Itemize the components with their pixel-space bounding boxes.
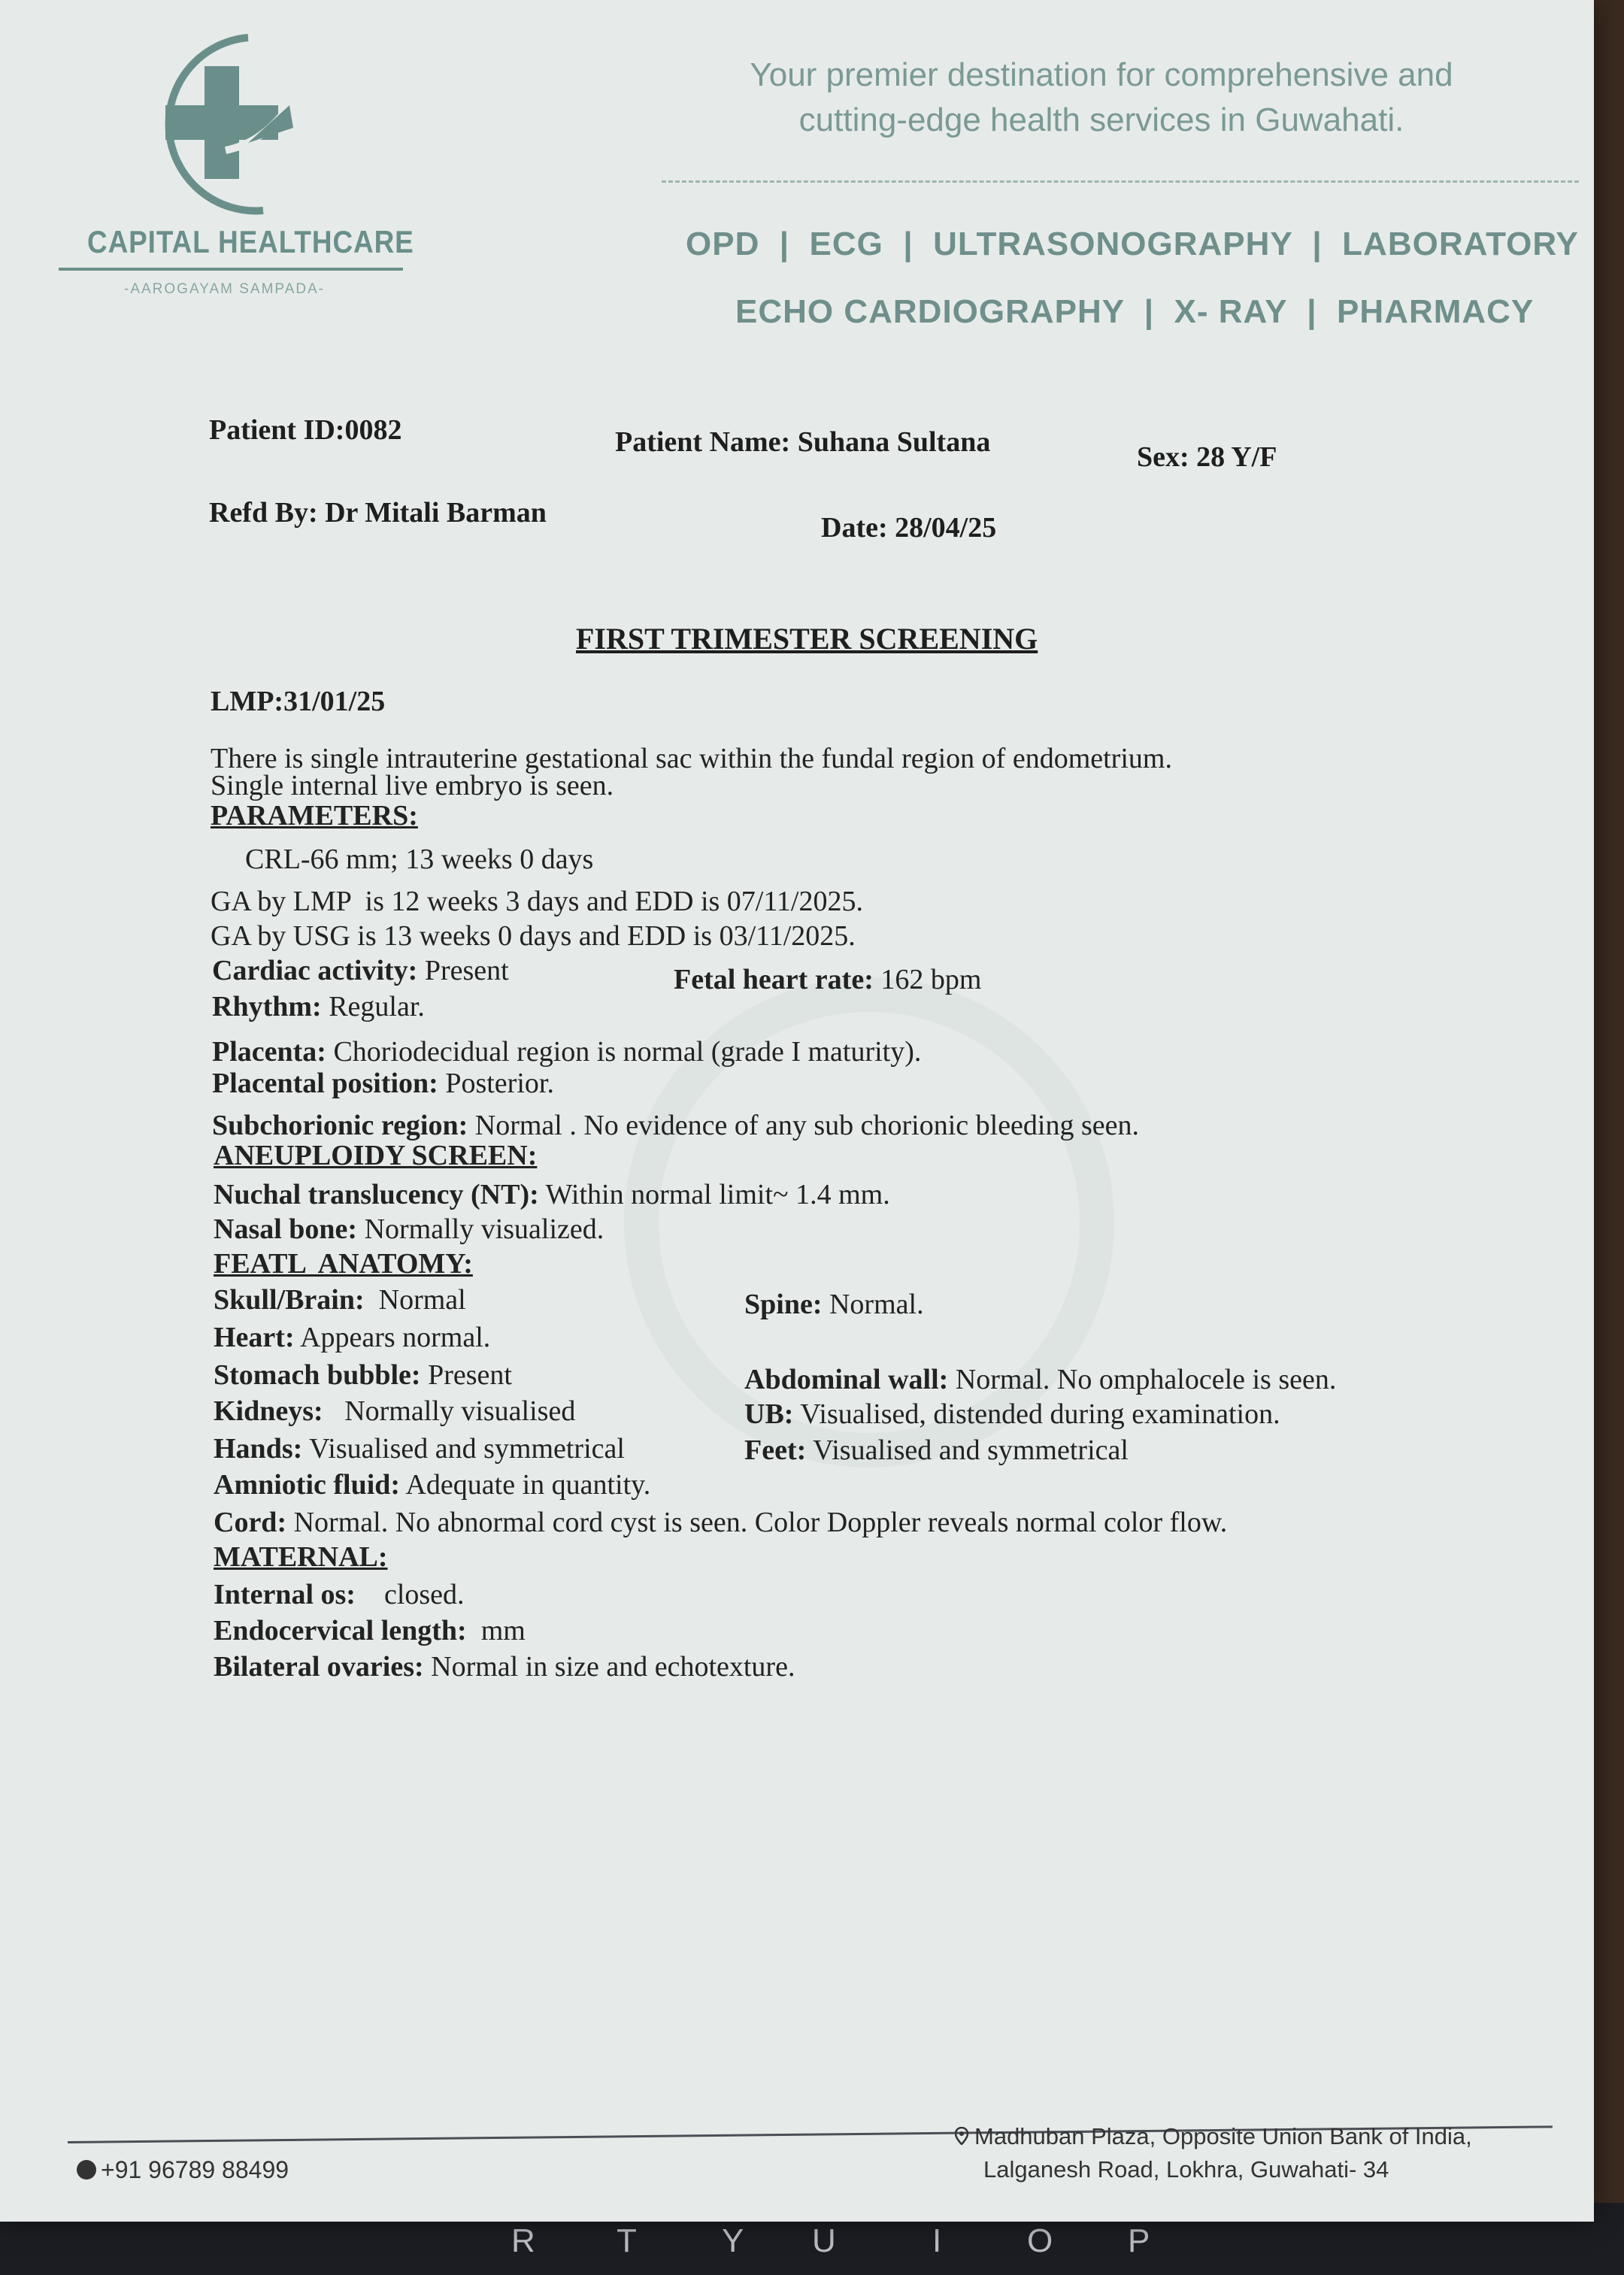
urinary-bladder: UB: Visualised, distended during examination.	[744, 1398, 1280, 1430]
address-line-2: Lalganesh Road, Lokhra, Guwahati- 34	[983, 2156, 1389, 2183]
tagline	[662, 53, 1541, 143]
bilateral-ovaries: Bilateral ovaries: Normal in size and echotexture.	[214, 1651, 795, 1683]
report-date: Date: 28/04/25	[821, 512, 997, 544]
key-p: P	[1128, 2222, 1150, 2259]
maternal-heading: MATERNAL:	[214, 1541, 388, 1573]
hands: Hands: Visualised and symmetrical	[214, 1433, 625, 1465]
fetal-anatomy-heading: FEATL ANATOMY:	[214, 1248, 473, 1280]
key-u: U	[812, 2222, 836, 2259]
aneuploidy-heading: ANEUPLOIDY SCREEN:	[214, 1140, 538, 1171]
footer-phone	[77, 2156, 289, 2184]
address-line-1: Madhuban Plaza, Opposite Union Bank of India,	[974, 2123, 1472, 2149]
intro-line-1: There is single intrauterine gestational sac within the fundal region of endometrium.	[211, 743, 1172, 774]
ga-by-usg: GA by USG is 13 weeks 0 days and EDD is 03/11/2025.	[211, 920, 856, 952]
stomach-bubble: Stomach bubble: Present	[214, 1359, 512, 1391]
spine: Spine: Normal.	[744, 1289, 924, 1320]
crl: CRL-66 mm; 13 weeks 0 days	[245, 844, 594, 875]
nuchal-translucency: Nuchal translucency (NT): Within normal limit~ 1.4 mm.	[214, 1179, 890, 1210]
referred-by: Refd By: Dr Mitali Barman	[209, 497, 547, 529]
healthcare-cross-logo-icon	[135, 30, 308, 218]
services-line-2: ECHO CARDIOGRAPHY | X- RAY | PHARMACY	[735, 293, 1535, 330]
brand-underline	[59, 268, 403, 271]
subchorionic-region: Subchorionic region: Normal . No evidence of any sub chorionic bleeding seen.	[212, 1110, 1140, 1141]
kidneys: Kidneys: Normally visualised	[214, 1395, 576, 1427]
services-line-1: OPD | ECG | ULTRASONOGRAPHY | LABORATORY	[686, 226, 1579, 262]
footer-address	[955, 2120, 1472, 2186]
fetal-heart-rate: Fetal heart rate: 162 bpm	[674, 964, 982, 995]
patient-sex: Sex: 28 Y/F	[1137, 441, 1277, 473]
key-t: T	[617, 2222, 637, 2259]
brand-subtitle: -AAROGAYAM SAMPADA-	[124, 281, 326, 297]
patient-name: Patient Name: Suhana Sultana	[615, 426, 991, 458]
patient-id: Patient ID:0082	[209, 414, 402, 446]
cord: Cord: Normal. No abnormal cord cyst is seen. Color Doppler reveals normal color flow.	[214, 1507, 1228, 1538]
tagline-line-2: cutting-edge health services in Guwahati.	[798, 101, 1404, 138]
heart: Heart: Appears normal.	[214, 1322, 491, 1353]
tagline-line-1: Your premier destination for comprehensive and	[750, 56, 1453, 93]
ga-by-lmp: GA by LMP is 12 weeks 3 days and EDD is 07/11/2025.	[211, 886, 863, 917]
endocervical-length: Endocervical length: mm	[214, 1615, 526, 1646]
parameters-heading: PARAMETERS:	[211, 800, 418, 832]
key-o: O	[1027, 2222, 1053, 2259]
feet: Feet: Visualised and symmetrical	[744, 1434, 1129, 1466]
phone-number: +91 96789 88499	[101, 2156, 289, 2183]
phone-icon	[77, 2160, 96, 2180]
brand-name: CAPITAL HEALTHCARE	[87, 224, 414, 259]
location-pin-icon	[955, 2127, 968, 2145]
cardiac-activity: Cardiac activity: Present	[212, 955, 509, 986]
internal-os: Internal os: closed.	[214, 1579, 465, 1610]
key-r: R	[511, 2222, 535, 2259]
rhythm: Rhythm: Regular.	[212, 991, 425, 1022]
key-i: I	[932, 2222, 942, 2259]
intro-line-2: Single internal live embryo is seen.	[211, 770, 614, 801]
amniotic-fluid: Amniotic fluid: Adequate in quantity.	[214, 1469, 651, 1501]
skull-brain: Skull/Brain: Normal	[214, 1284, 466, 1316]
lmp: LMP:31/01/25	[211, 686, 386, 717]
placental-position: Placental position: Posterior.	[212, 1068, 554, 1099]
abdominal-wall: Abdominal wall: Normal. No omphalocele is seen.	[744, 1364, 1337, 1395]
report-title: FIRST TRIMESTER SCREENING	[576, 622, 1038, 656]
nasal-bone: Nasal bone: Normally visualized.	[214, 1213, 604, 1245]
key-y: Y	[722, 2222, 744, 2259]
placenta: Placenta: Choriodecidual region is normal (grade I maturity).	[212, 1036, 922, 1068]
header-divider	[662, 180, 1579, 183]
